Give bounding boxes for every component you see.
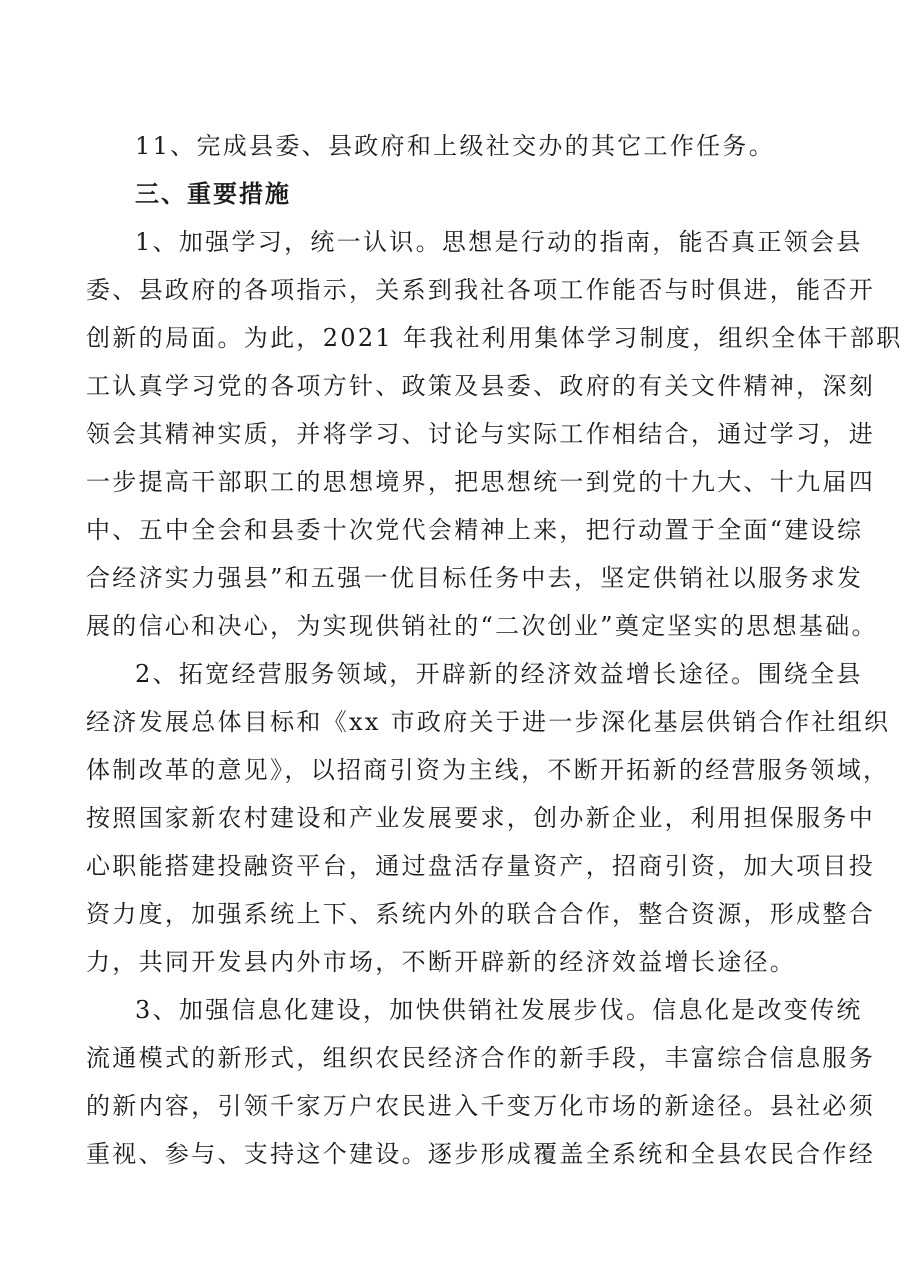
- paragraph-1-line: 一步提高干部职工的思想境界，把思想统一到党的十九大、十九届四: [86, 468, 875, 496]
- paragraph-1-line: 中、五中全会和县委十次党代会精神上来，把行动置于全面“建设综: [86, 516, 864, 544]
- paragraph-2-line: 2、拓宽经营服务领域，开辟新的经济效益增长途径。围绕全县: [135, 660, 863, 688]
- paragraph-2-line: 体制改革的意见》，以招商引资为主线，不断开拓新的经营服务领域，: [86, 756, 890, 784]
- paragraph-1-line: 领会其精神实质，并将学习、讨论与实际工作相结合，通过学习，进: [86, 420, 875, 448]
- paragraph-2-line: 力，共同开发县内外市场，不断开辟新的经济效益增长途径。: [86, 948, 797, 976]
- paragraph-2-line: 资力度，加强系统上下、系统内外的联合合作，整合资源，形成整合: [86, 900, 875, 928]
- paragraph-1-line: 1、加强学习，统一认识。思想是行动的指南，能否真正领会县: [135, 228, 863, 256]
- paragraph-3-line: 重视、参与、支持这个建设。逐步形成覆盖全系统和全县农民合作经: [86, 1140, 875, 1168]
- section-heading: 三、重要措施: [135, 179, 291, 208]
- paragraph-3-line: 的新内容，引领千家万户农民进入千变万化市场的新途径。县社必须: [86, 1092, 875, 1120]
- paragraph-1-line: 工认真学习党的各项方针、政策及县委、政府的有关文件精神，深刻: [86, 372, 875, 400]
- paragraph-1-line: 创新的局面。为此，2021 年我社利用集体学习制度，组织全体干部职: [86, 324, 903, 352]
- paragraph-2-line: 心职能搭建投融资平台，通过盘活存量资产，招商引资，加大项目投: [86, 852, 875, 880]
- paragraph-3-line: 流通模式的新形式，组织农民经济合作的新手段，丰富综合信息服务: [86, 1044, 875, 1072]
- paragraph-1-line: 委、县政府的各项指示，关系到我社各项工作能否与时俱进，能否开: [86, 276, 875, 304]
- list-item-11: 11、完成县委、县政府和上级社交办的其它工作任务。: [135, 132, 776, 160]
- paragraph-2-line: 经济发展总体目标和《xx 市政府关于进一步深化基层供销合作社组织: [86, 708, 891, 736]
- paragraph-2-line: 按照国家新农村建设和产业发展要求，创办新企业，利用担保服务中: [86, 804, 875, 832]
- paragraph-3-line: 3、加强信息化建设，加快供销社发展步伐。信息化是改变传统: [135, 996, 863, 1024]
- paragraph-1-line: 合经济实力强县”和五强一优目标任务中去，坚定供销社以服务求发: [86, 564, 864, 592]
- paragraph-1-line: 展的信心和决心，为实现供销社的“二次创业”奠定坚实的思想基础。: [86, 612, 878, 640]
